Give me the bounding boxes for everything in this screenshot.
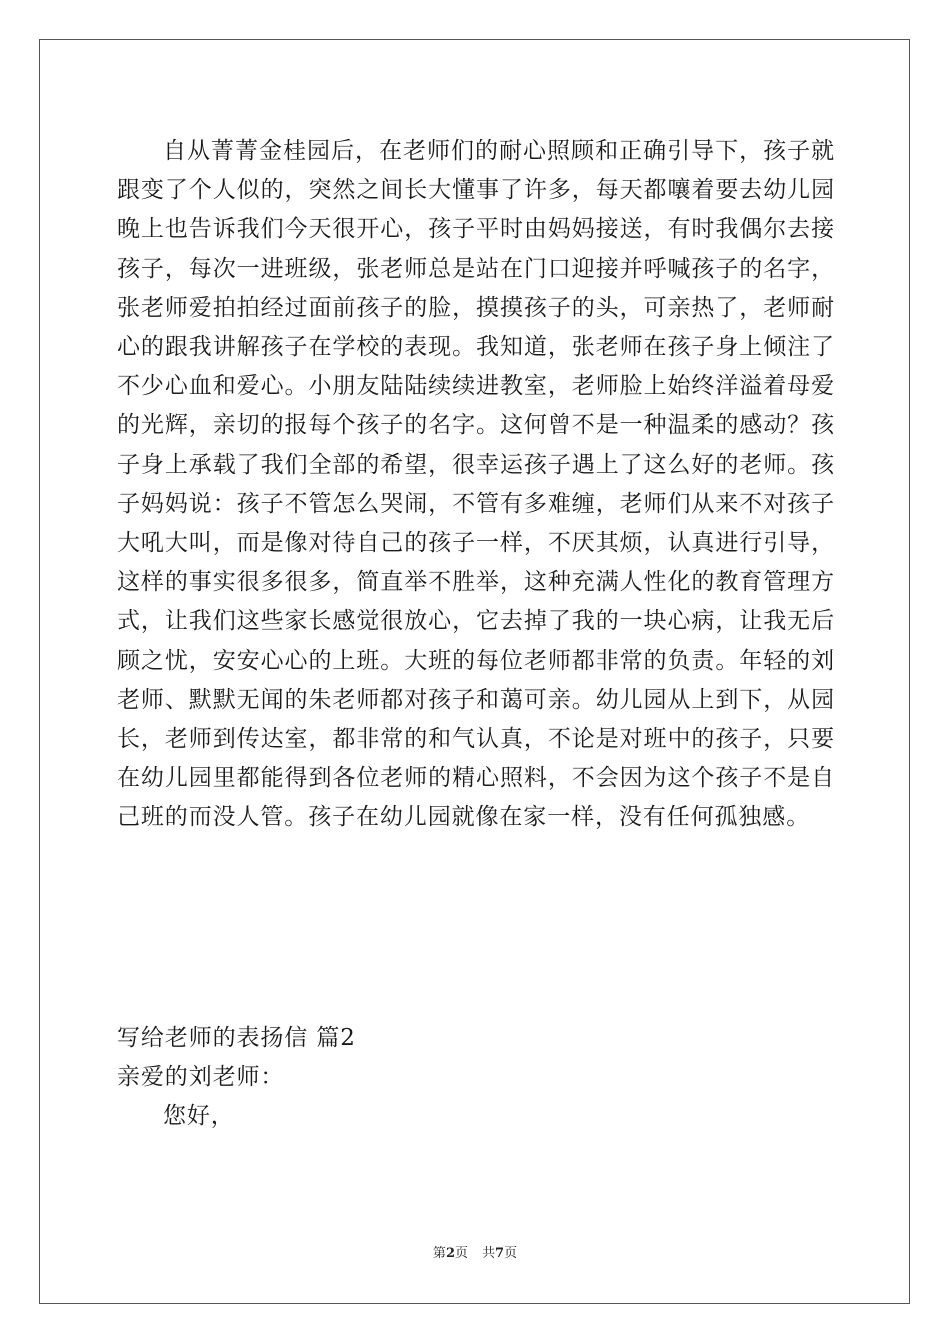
total-pages: 7	[495, 1246, 505, 1261]
total-prefix: 共	[482, 1246, 496, 1261]
page-footer	[0, 1245, 950, 1263]
body-paragraph: 自从菁菁金桂园后，在老师们的耐心照顾和正确引导下，孩子就跟变了个人似的，突然之间长大懂事了许多，每天都嚷着要去幼儿园晚上也告诉我们今天很开心，孩子平时由妈妈接送，有时我偶尔去接孩子，每次一进班级，张老师总是站在门口迎接并呼喊孩子的名字，张老师爱拍拍经过面前孩子的脸，摸摸孩子的头，可亲热了，老师耐心的跟我讲解孩子在学校的表现。我知道，张老师在孩子身上倾注了不少心血和爱心。小朋友陆陆续续进教室，老师脸上始终洋溢着母爱的光辉，亲切的报每个孩子的名字。这何曾不是一种温柔的感动？孩子身上承载了我们全部的希望，很幸运孩子遇上了这么好的老师。孩子妈妈说：孩子不管怎么哭闹，不管有多难缠，老师们从来不对孩子大吼大叫，而是像对待自己的孩子一样，不厌其烦，认真进行引导，这样的事实很多很多，简直举不胜举，这种充满人性化的教育管理方式，让我们这些家长感觉很放心，它去掉了我的一块心病，让我无后顾之忧，安安心心的上班。大班的每位老师都非常的负责。年轻的刘老师、默默无闻的朱老师都对孩子和蔼可亲。幼儿园从上到下，从园长，老师到传达室，都非常的和气认真，不论是对班中的孩子，只要在幼儿园里都能得到各位老师的精心照料，不会因为这个孩子不是自己班的而没人管。孩子在幼儿园就像在家一样，没有任何孤独感。	[117, 138, 835, 831]
letter-salutation: 亲爱的刘老师：	[117, 1064, 285, 1090]
letter-greeting: 您好，	[163, 1103, 235, 1129]
page-suffix: 页	[454, 1246, 468, 1261]
page-number: 2	[445, 1246, 455, 1261]
section-heading: 写给老师的表扬信 篇2	[117, 1025, 356, 1051]
page-prefix: 第	[432, 1246, 446, 1261]
total-suffix: 页	[504, 1246, 518, 1261]
